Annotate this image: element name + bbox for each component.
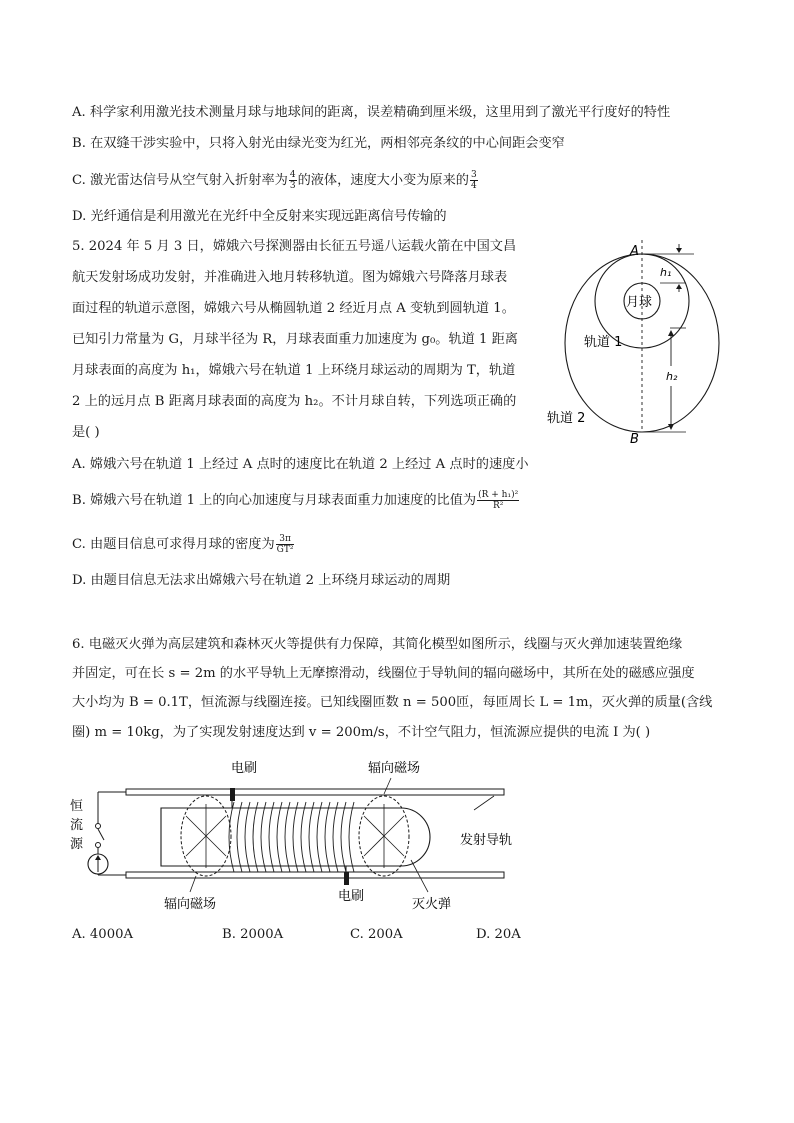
q6-option-c: C. 200A — [350, 927, 403, 942]
q5-option-c — [72, 534, 295, 555]
label-projectile: 灭火弹 — [412, 897, 452, 912]
top-rail — [126, 789, 504, 795]
q5-option-c-text: C. 由题目信息可求得月球的密度为 — [72, 537, 275, 552]
q6-option-d: D. 20A — [476, 927, 521, 942]
coil-windings — [229, 802, 354, 872]
source-switch — [98, 829, 104, 840]
label-field-bottom: 辐向磁场 — [164, 897, 217, 912]
q5-stem-line: 2 上的远月点 B 距离月球表面的高度为 h₂。不计月球自转，下列选项正确的 — [72, 394, 517, 409]
q5-stem-line: 已知引力常量为 G，月球半径为 R，月球表面重力加速度为 g₀。轨道 1 距离 — [72, 332, 518, 347]
label-source-1: 恒 — [70, 799, 84, 814]
fraction-orbit-ratio: $\frac{\text{(R + h₁)²}}{\text{R²}}$ — [478, 490, 519, 511]
label-A: A — [630, 244, 639, 259]
q5-stem-line: 航天发射场成功发射，并准确进入地月转移轨道。图为嫦娥六号降落月球表 — [72, 270, 508, 285]
q6-stem-line: 大小均为 B = 0.1T，恒流源与线圈连接。已知线圈匝数 n = 500匝，每匝周长 L = 1m，灭火弹的质量(含线 — [72, 695, 713, 710]
projectile-body — [161, 808, 430, 866]
fraction-4-3: $\frac{4}{3}$ — [289, 170, 296, 191]
q5-stem-line: 面过程的轨道示意图，嫦娥六号从椭圆轨道 2 经近月点 A 变轨到圆轨道 1。 — [72, 301, 515, 316]
q5-stem-line: 是( ) — [72, 425, 100, 440]
label-rail: 发射导轨 — [460, 833, 513, 848]
bottom-rail — [126, 872, 504, 878]
label-field-top: 辐向磁场 — [368, 761, 421, 776]
q6-option-a: A. 4000A — [72, 927, 133, 942]
q5-option-a: A. 嫦娥六号在轨道 1 上经过 A 点时的速度比在轨道 2 上经过 A 点时的速度小 — [72, 457, 529, 472]
q6-stem-line: 6. 电磁灭火弹为高层建筑和森林灭火等提供有力保障，其简化模型如图所示，线圈与灭火弹加速装置绝缘 — [72, 637, 683, 652]
q5-stem-line: 月球表面的高度为 h₁，嫦娥六号在轨道 1 上环绕月球运动的周期为 T，轨道 — [72, 363, 516, 378]
label-orbit1: 轨道 1 — [584, 335, 623, 350]
q5-option-b — [72, 490, 520, 511]
label-brush-bottom: 电刷 — [338, 889, 365, 904]
fraction-density: $\frac{3\pi}{\text{GT²}}$ — [276, 534, 294, 555]
q5-stem-line: 5. 2024 年 5 月 3 日，嫦娥六号探测器由长征五号遥八运载火箭在中国文昌 — [72, 239, 517, 254]
q4-option-c-text1: C. 激光雷达信号从空气射入折射率为 — [72, 173, 288, 188]
q4-option-a: A. 科学家利用激光技术测量月球与地球间的距离，误差精确到厘米级，这里用到了激光平行度好的特性 — [72, 105, 671, 120]
q5-option-b-text: B. 嫦娥六号在轨道 1 上的向心加速度与月球表面重力加速度的比值为 — [72, 493, 477, 508]
label-brush-top: 电刷 — [231, 761, 258, 776]
label-source-2: 流 — [70, 818, 84, 833]
q4-option-d: D. 光纤通信是利用激光在光纤中全反射来实现远距离信号传输的 — [72, 209, 447, 224]
brush-bottom — [344, 872, 349, 885]
label-moon: 月球 — [626, 295, 653, 310]
label-h2: h₂ — [666, 370, 678, 383]
label-source-3: 源 — [70, 837, 84, 852]
label-h1: h₁ — [660, 266, 672, 279]
brush-top — [230, 788, 235, 801]
q4-option-b: B. 在双缝干涉实验中，只将入射光由绿光变为红光，两相邻亮条纹的中心间距会变窄 — [72, 136, 565, 151]
label-B: B — [630, 432, 639, 447]
q6-option-b: B. 2000A — [222, 927, 284, 942]
q6-stem-line: 圈) m = 10kg，为了实现发射速度达到 v = 200m/s，不计空气阻力，恒流源应提供的电流 I 为( ) — [72, 725, 651, 740]
orbit-diagram — [540, 228, 740, 448]
q5-option-d: D. 由题目信息无法求出嫦娥六号在轨道 2 上环绕月球运动的周期 — [72, 573, 451, 588]
label-orbit2: 轨道 2 — [547, 411, 586, 426]
q4-option-c-text2: 的液体，速度大小变为原来的 — [297, 173, 469, 188]
fraction-3-4: $\frac{3}{4}$ — [471, 170, 477, 191]
launcher-diagram — [66, 752, 536, 922]
q6-stem-line: 并固定，可在长 s = 2m 的水平导轨上无摩擦滑动，线圈位于导轨间的辐向磁场中，其所在处的磁感应强度 — [72, 666, 695, 681]
q4-option-c — [72, 170, 479, 191]
